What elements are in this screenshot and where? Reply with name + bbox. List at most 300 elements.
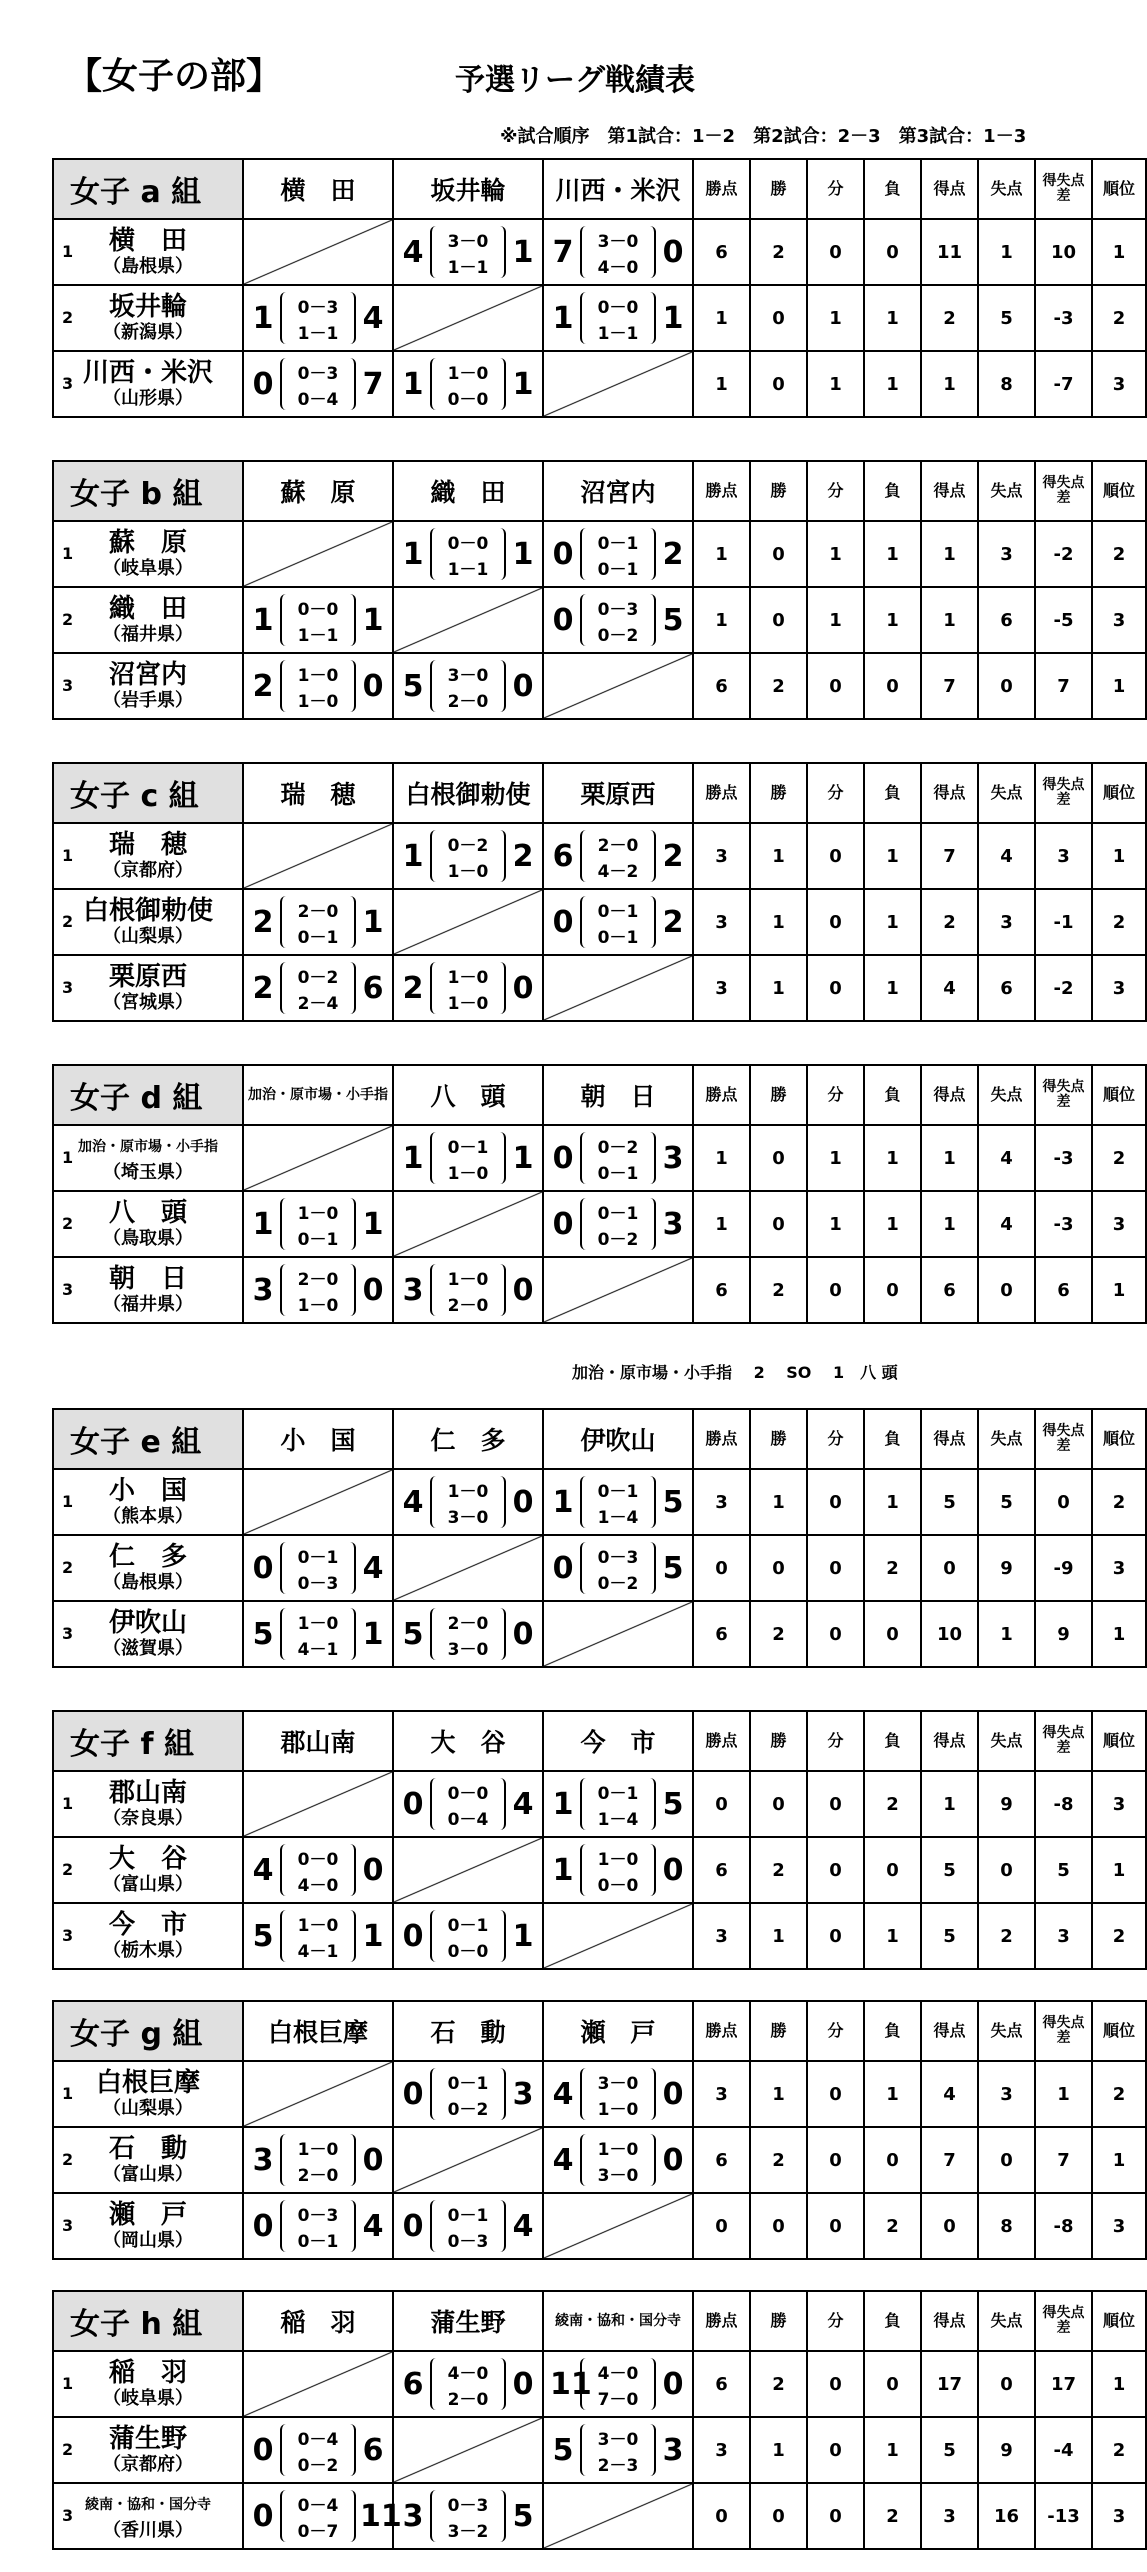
team-name-cell [53,1771,243,1837]
team-index: 2 [62,610,74,629]
stat-cell: 1 [807,351,864,417]
team-index: 1 [62,2084,74,2103]
stat-cell: 0 [978,653,1035,719]
stat-cell: 1 [807,285,864,351]
stat-cell: -8 [1035,1771,1092,1837]
second-half-score: 1－1 [447,559,489,580]
team-name: 蘇 原 [108,528,187,558]
stat-header: 勝 [750,159,807,219]
match-cell [393,219,543,285]
stat-cell: 2 [750,2127,807,2193]
stat-header: 失点 [978,2001,1035,2061]
stat-header: 得失点差 [1035,2001,1092,2061]
stat-header: 勝 [750,763,807,823]
diagonal-cell [243,823,393,889]
column-team-label: 蘇 原 [280,478,356,507]
team-name: 小 国 [108,1476,187,1506]
score-for: 4 [552,2076,574,2112]
score-for: 3 [252,2142,274,2178]
stat-cell: 2 [864,1771,921,1837]
match-cell [543,2351,693,2417]
team-index: 1 [62,1794,74,1813]
second-half-score: 4－0 [297,1875,339,1896]
stat-cell: 0 [807,1535,864,1601]
team-name: 白根巨摩 [95,2068,200,2098]
stat-header: 負 [864,2291,921,2351]
stat-cell: 3 [1092,1191,1146,1257]
team-name-cell [53,653,243,719]
column-team-label: 綾南・協和・国分寺 [555,2312,681,2329]
team-name: 川西・米沢 [82,358,213,388]
half-scores [580,292,656,344]
stat-cell: 2 [921,889,978,955]
stat-header: 得点 [921,159,978,219]
half-scores [580,1132,656,1184]
score-for: 4 [402,234,424,270]
column-team-name [243,763,393,823]
column-team-name [543,159,693,219]
team-prefecture: （富山県） [103,2164,193,2185]
stat-header: 失点 [978,461,1035,521]
group-table [52,158,1147,418]
score-against: 3 [512,2076,534,2112]
team-name: 沼宮内 [108,660,187,690]
stat-cell: 3 [693,1469,750,1535]
team-row [53,2417,1146,2483]
stat-header: 得点 [921,1065,978,1125]
section-title: 【女子の部】 [66,56,283,97]
diagonal-cell [243,1771,393,1837]
stat-cell: 8 [978,2193,1035,2259]
match-cell [393,1601,543,1667]
first-half-score: 1－0 [447,363,489,384]
diagonal-cell [243,1125,393,1191]
half-scores [280,358,356,410]
stat-cell: 0 [807,1257,864,1323]
team-name-cell [53,2351,243,2417]
stat-cell: 1 [864,889,921,955]
team-prefecture: （京都府） [103,860,193,881]
match-cell [543,1125,693,1191]
stat-cell: 0 [807,1837,864,1903]
second-half-score: 2－0 [447,691,489,712]
first-half-score: 1－0 [447,1269,489,1290]
second-half-score: 3－2 [447,2521,489,2542]
stat-cell: 5 [921,1837,978,1903]
team-name: 朝 日 [108,1264,187,1294]
match-cell [243,955,393,1021]
first-half-score: 1－0 [297,665,339,686]
first-half-score: 3－0 [597,2429,639,2450]
team-index: 3 [62,374,74,393]
first-half-score: 1－0 [297,1613,339,1634]
stat-cell: 10 [921,1601,978,1667]
column-team-name [393,1409,543,1469]
half-scores [280,2490,356,2542]
column-team-label: 蒲生野 [430,2308,506,2337]
stat-cell: 0 [807,1469,864,1535]
team-row [53,1771,1146,1837]
stat-cell: 1 [921,521,978,587]
stat-cell: 0 [978,2127,1035,2193]
stat-cell: 2 [1092,889,1146,955]
stat-cell: 1 [921,587,978,653]
stat-header: 分 [807,763,864,823]
group-name: 女子 c 組 [53,763,243,823]
team-name-cell [53,1535,243,1601]
half-scores [280,594,356,646]
half-scores [580,1844,656,1896]
stat-cell: 16 [978,2483,1035,2549]
match-cell [543,2417,693,2483]
half-scores [430,1264,506,1316]
stat-cell: 9 [1035,1601,1092,1667]
second-half-score: 3－0 [447,1639,489,1660]
first-half-score: 0－2 [297,967,339,988]
column-team-name [243,1065,393,1125]
stat-header: 負 [864,2001,921,2061]
stat-cell: 5 [978,285,1035,351]
stat-cell: 1 [1092,1257,1146,1323]
team-prefecture: （埼玉県） [103,1162,193,1183]
stat-cell: 1 [921,1771,978,1837]
team-index: 3 [62,2506,74,2525]
stat-cell: 1 [864,351,921,417]
stat-cell: 7 [1035,2127,1092,2193]
stat-cell: 3 [693,823,750,889]
stat-cell: 3 [1092,587,1146,653]
team-prefecture: （滋賀県） [103,1638,193,1659]
score-against: 0 [362,668,384,704]
stat-cell: 0 [807,955,864,1021]
half-scores [280,1198,356,1250]
stat-header: 得失点差 [1035,1409,1092,1469]
first-half-score: 0－0 [297,1849,339,1870]
second-half-score: 1－1 [597,323,639,344]
stat-cell: 1 [1092,1601,1146,1667]
stat-header: 順位 [1092,2001,1146,2061]
stat-header: 勝点 [693,1065,750,1125]
team-row [53,2127,1146,2193]
stat-cell: -2 [1035,521,1092,587]
stat-header: 負 [864,461,921,521]
team-name-cell [53,219,243,285]
stat-cell: 2 [1092,521,1146,587]
stat-cell: 6 [978,955,1035,1021]
column-team-name [393,2291,543,2351]
second-half-score: 0－2 [447,2099,489,2120]
stat-cell: 2 [978,1903,1035,1969]
second-half-score: 0－2 [597,1229,639,1250]
team-prefecture: （栃木県） [103,1940,193,1961]
match-cell [543,823,693,889]
team-name-cell [53,2193,243,2259]
score-for: 0 [552,536,574,572]
group-d-shootout-note: 加治・原市場・小手指 2 SO 1 八 頭 [572,1363,898,1382]
half-scores [280,1844,356,1896]
second-half-score: 4－0 [597,257,639,278]
second-half-score: 0－3 [297,1573,339,1594]
team-name: 石 動 [108,2134,187,2164]
team-index: 2 [62,2150,74,2169]
match-cell [543,1771,693,1837]
second-half-score: 0－0 [447,389,489,410]
group-table [52,762,1147,1022]
stat-cell: 7 [921,653,978,719]
stat-cell: 2 [1092,2061,1146,2127]
stat-cell: 1 [864,1125,921,1191]
stat-header: 分 [807,461,864,521]
group-table [52,2290,1147,2550]
half-scores [580,1198,656,1250]
diagonal-cell [393,1837,543,1903]
stat-header: 勝 [750,2291,807,2351]
match-cell [243,1257,393,1323]
team-name-cell [53,889,243,955]
team-prefecture: （福井県） [103,624,193,645]
stat-cell: 2 [1092,285,1146,351]
second-half-score: 0－0 [597,1875,639,1896]
match-cell [543,1469,693,1535]
second-half-score: 0－1 [297,927,339,948]
score-against: 1 [362,1206,384,1242]
half-scores [430,226,506,278]
first-half-score: 2－0 [447,1613,489,1634]
team-row [53,823,1146,889]
team-row [53,285,1146,351]
column-team-label: 坂井輪 [430,176,506,205]
diagonal-cell [243,521,393,587]
first-half-score: 1－0 [297,1203,339,1224]
stat-cell: 4 [921,955,978,1021]
stat-cell: 1 [693,351,750,417]
half-scores [580,528,656,580]
score-against: 1 [362,1918,384,1954]
score-against: 3 [662,1140,684,1176]
team-index: 3 [62,978,74,997]
group-name: 女子 e 組 [53,1409,243,1469]
column-team-name [393,159,543,219]
stat-cell: -1 [1035,889,1092,955]
column-team-name [243,1711,393,1771]
column-team-name [543,461,693,521]
stat-cell: -8 [1035,2193,1092,2259]
score-against: 4 [512,1786,534,1822]
column-team-name [243,2001,393,2061]
diagonal-cell [543,1601,693,1667]
first-half-score: 0－0 [597,297,639,318]
stat-header: 得点 [921,763,978,823]
stat-cell: 5 [921,1903,978,1969]
stat-cell: 2 [750,2351,807,2417]
match-cell [243,2193,393,2259]
half-scores [580,2068,656,2120]
half-scores [280,1264,356,1316]
first-half-score: 0－0 [297,599,339,620]
stat-cell: 1 [1092,823,1146,889]
match-cell [393,823,543,889]
stat-cell: 8 [978,351,1035,417]
stat-header: 順位 [1092,1409,1146,1469]
stat-header: 得失点差 [1035,1065,1092,1125]
match-cell [393,2193,543,2259]
half-scores [430,1608,506,1660]
diagonal-cell [543,653,693,719]
stat-cell: 3 [921,2483,978,2549]
team-row [53,1535,1146,1601]
second-half-score: 2－4 [297,993,339,1014]
score-against: 0 [512,668,534,704]
score-for: 7 [552,234,574,270]
first-half-score: 0－2 [447,835,489,856]
group-table [52,460,1147,720]
stat-cell: 1 [807,1191,864,1257]
stat-cell: 0 [807,823,864,889]
stat-header: 分 [807,1065,864,1125]
stat-cell: 4 [978,1191,1035,1257]
stat-cell: 1 [807,587,864,653]
stat-cell: 0 [864,219,921,285]
score-against: 4 [362,1550,384,1586]
half-scores [430,2200,506,2252]
stat-cell: 1 [864,521,921,587]
half-scores [430,2490,506,2542]
stat-header: 勝点 [693,2291,750,2351]
score-against: 0 [662,2142,684,2178]
diagonal-cell [393,587,543,653]
diagonal-cell [543,1903,693,1969]
first-half-score: 3－0 [447,665,489,686]
stat-cell: 5 [978,1469,1035,1535]
second-half-score: 1－0 [447,993,489,1014]
score-for: 4 [552,2142,574,2178]
stat-cell: 0 [750,1535,807,1601]
second-half-score: 0－1 [597,1163,639,1184]
stat-header: 勝点 [693,763,750,823]
team-prefecture: （新潟県） [103,322,193,343]
score-for: 2 [252,970,274,1006]
match-cell [243,587,393,653]
match-cell [243,351,393,417]
stat-cell: 1 [693,587,750,653]
stat-cell: 3 [1092,1771,1146,1837]
match-cell [543,2127,693,2193]
first-half-score: 3－0 [597,231,639,252]
first-half-score: 2－0 [297,901,339,922]
stat-cell: 0 [807,2351,864,2417]
stat-cell: 1 [921,1125,978,1191]
half-scores [580,1476,656,1528]
score-against: 0 [662,2366,684,2402]
score-against: 4 [362,300,384,336]
match-cell [543,521,693,587]
stat-cell: 0 [1035,1469,1092,1535]
team-row [53,1191,1146,1257]
score-for: 0 [402,1918,424,1954]
score-against: 5 [512,2498,534,2534]
stat-header: 失点 [978,1711,1035,1771]
stat-header: 得失点差 [1035,461,1092,521]
score-against: 0 [512,970,534,1006]
first-half-score: 0－1 [597,901,639,922]
stat-cell: -2 [1035,955,1092,1021]
diagonal-cell [393,285,543,351]
team-prefecture: （島根県） [103,256,193,277]
stat-cell: 0 [693,2483,750,2549]
diagonal-cell [243,1469,393,1535]
stat-cell: -7 [1035,351,1092,417]
team-name-cell [53,285,243,351]
column-team-label: 加治・原市場・小手指 [248,1086,388,1103]
stat-cell: 1 [693,285,750,351]
team-prefecture: （山形県） [103,388,193,409]
score-against: 5 [662,1550,684,1586]
half-scores [430,358,506,410]
team-row [53,219,1146,285]
match-cell [543,1191,693,1257]
diagonal-cell [393,889,543,955]
stat-cell: 5 [921,2417,978,2483]
team-prefecture: （奈良県） [103,1808,193,1829]
match-cell [393,521,543,587]
half-scores [430,2068,506,2120]
stat-cell: 6 [693,219,750,285]
match-cell [243,1601,393,1667]
score-for: 5 [402,1616,424,1652]
stat-cell: 3 [1092,351,1146,417]
stat-header: 失点 [978,1065,1035,1125]
stat-cell: 1 [864,285,921,351]
stat-cell: 6 [693,1257,750,1323]
stat-cell: 0 [807,219,864,285]
column-team-label: 川西・米沢 [555,176,681,205]
group-name: 女子 a 組 [53,159,243,219]
stat-cell: 3 [978,2061,1035,2127]
team-name-cell [53,2483,243,2549]
stat-cell: 0 [978,1257,1035,1323]
match-cell [543,1837,693,1903]
stat-cell: 3 [693,2417,750,2483]
stat-header: 勝点 [693,2001,750,2061]
stat-header: 勝 [750,2001,807,2061]
stat-cell: 1 [1092,2351,1146,2417]
score-for: 0 [402,1786,424,1822]
match-cell [393,2061,543,2127]
second-half-score: 4－1 [297,1941,339,1962]
stat-cell: 1 [750,2417,807,2483]
stat-cell: 0 [750,2193,807,2259]
score-against: 0 [512,1616,534,1652]
second-half-score: 1－0 [597,2099,639,2120]
team-name: 伊吹山 [108,1608,187,1638]
team-index: 1 [62,1492,74,1511]
stat-cell: 0 [750,1771,807,1837]
score-against: 0 [362,1852,384,1888]
team-index: 2 [62,2440,74,2459]
group-table [52,1408,1147,1668]
stat-cell: 1 [864,955,921,1021]
match-cell [243,1903,393,1969]
second-half-score: 0－1 [297,1229,339,1250]
team-name: 仁 多 [108,1542,187,1572]
team-name: 蒲生野 [108,2424,187,2454]
stat-cell: 0 [807,2483,864,2549]
second-half-score: 1－1 [297,323,339,344]
column-team-label: 瀬 戸 [580,2018,656,2047]
score-against: 4 [362,2208,384,2244]
second-half-score: 1－0 [297,691,339,712]
column-team-name [543,2001,693,2061]
